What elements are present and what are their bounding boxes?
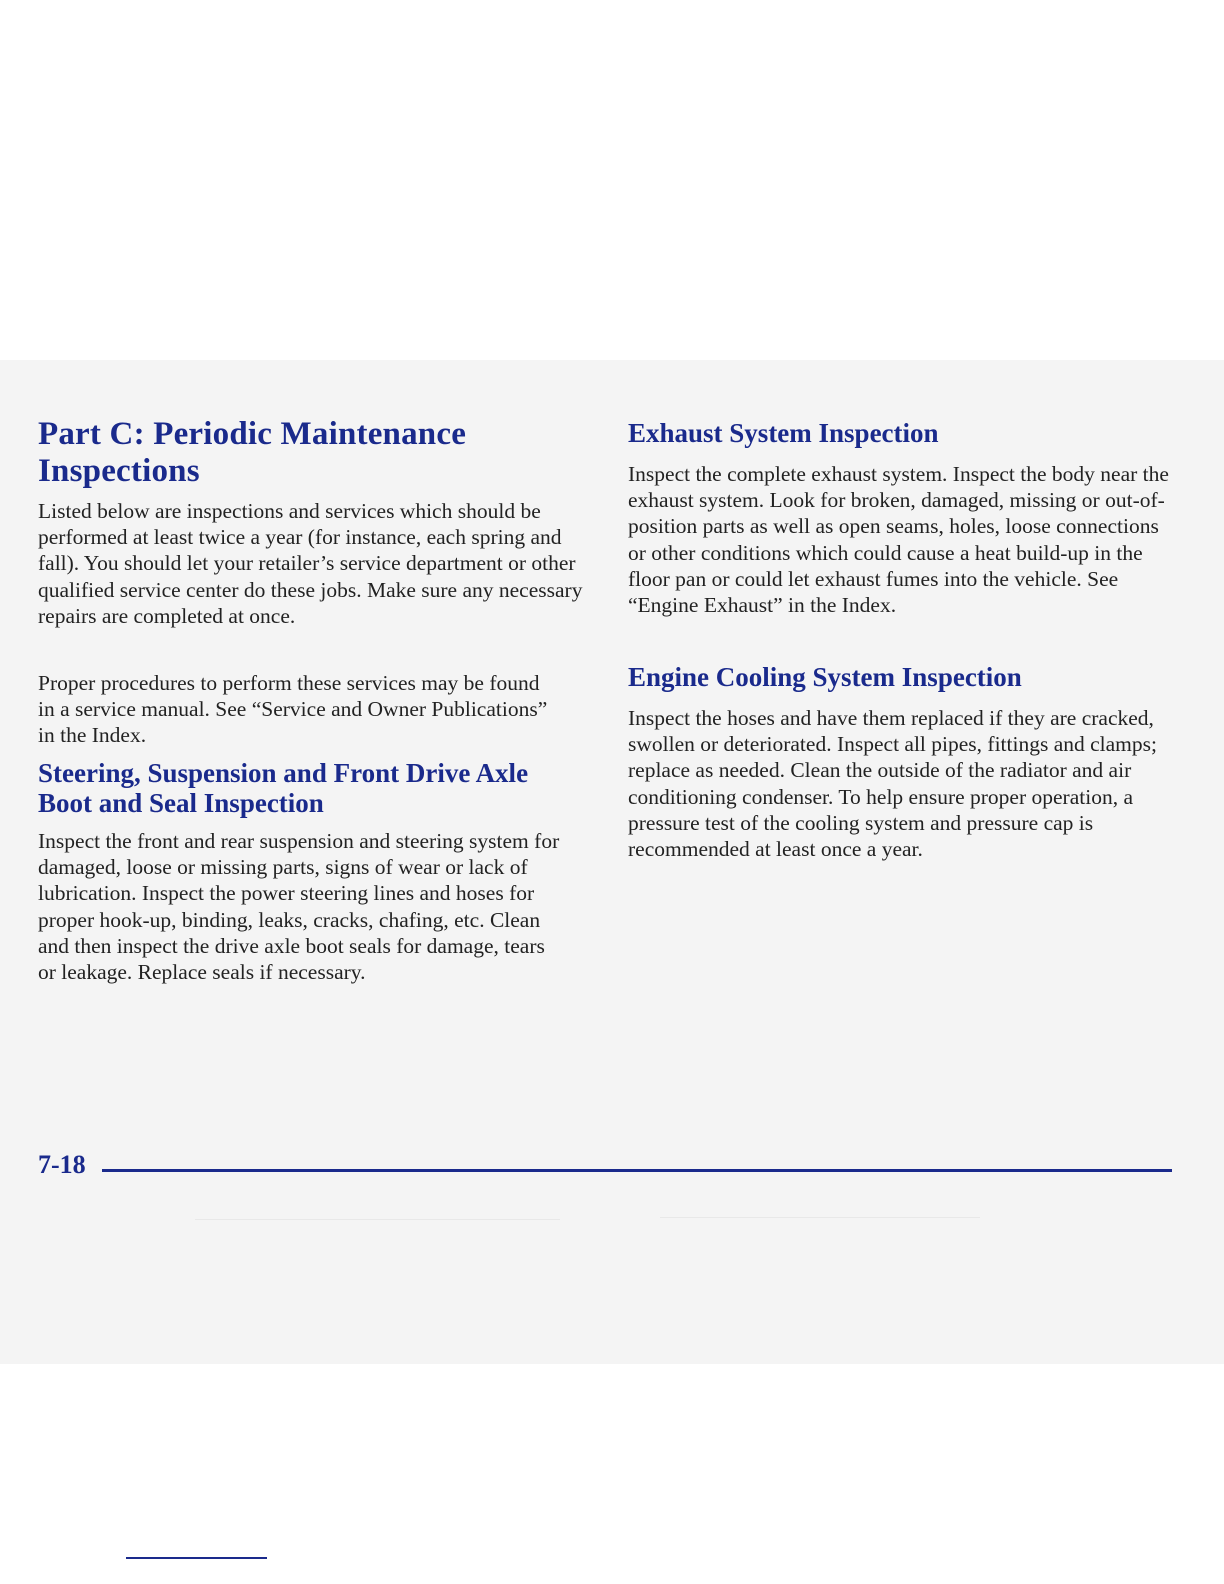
intro-paragraph-2: Proper procedures to perform these services may be found in a service manual. See “Service and Owner Publications” in the Index. [38,671,548,748]
faint-divider-left [195,1219,560,1220]
engine-cooling-paragraph: Inspect the hoses and have them replaced if they are cracked, swollen or deteriorated. Inspect all pipes, fittings and clamps; replace as needed. Clean the outside of the radiator and air conditioning condenser. To help ensure proper operation, a pressure test of the cooling system and pressure cap is recommended at least once a year. [628,706,1157,862]
manual-page [0,360,1224,1364]
footer-rule [102,1169,1172,1172]
steering-suspension-paragraph: Inspect the front and rear suspension and steering system for damaged, loose or missing parts, signs of wear or lack of lubrication. Inspect the power steering lines and hoses for proper hook-up, binding, leaks, cracks, chafing, etc. Clean and then inspect the drive axle boot seals for damage, tears or leakage. Replace seals if necessary. [38,829,560,985]
faint-divider-right [660,1217,980,1218]
page-number: 7-18 [38,1150,86,1179]
intro-paragraph-1: Listed below are inspections and services which should be performed at least twice a year (for instance, each spring and fall). You should let your retailer’s service department or other qualified service center do these jobs. Make sure any necessary repairs are completed at once. [38,499,583,628]
exhaust-system-paragraph: Inspect the complete exhaust system. Inspect the body near the exhaust system. Look for broken, damaged, missing or out-of-position parts as well as open seams, holes, loose connections or other conditions which could cause a heat build-up in the floor pan or could let exhaust fumes into the vehicle. See “Engine Exhaust” in the Index. [628,462,1169,618]
steering-suspension-heading: Steering, Suspension and Front Drive Axle Boot and Seal Inspection [38,758,529,818]
engine-cooling-heading: Engine Cooling System Inspection [628,662,1022,692]
page-title: Part C: Periodic Maintenance Inspections [38,416,467,489]
bottom-link-underline [126,1557,267,1559]
exhaust-system-heading: Exhaust System Inspection [628,418,939,448]
